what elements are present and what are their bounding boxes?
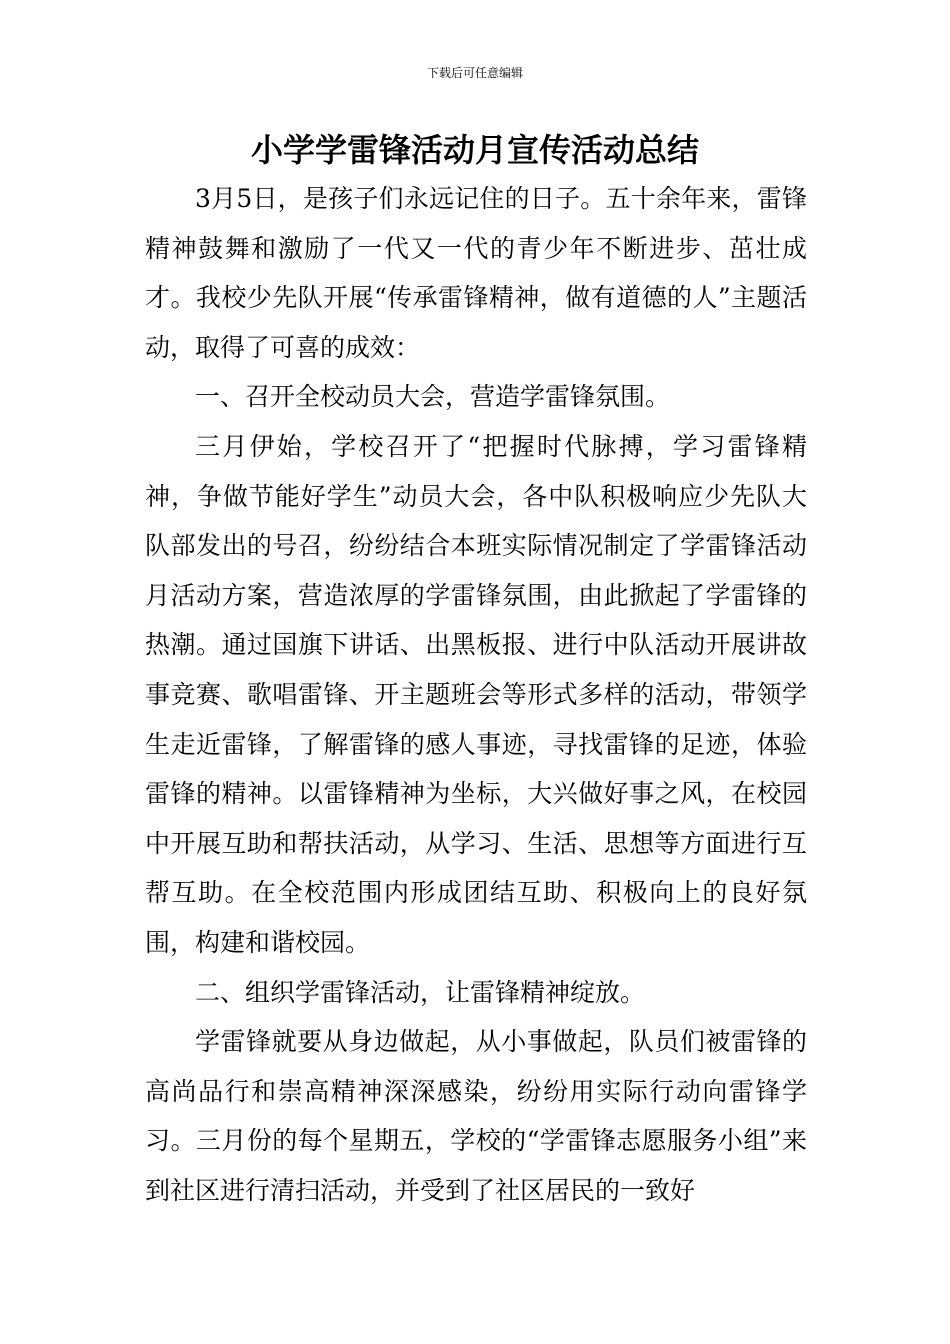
- section-heading-1: 一、召开全校动员大会，营造学雷锋氛围。: [195, 382, 671, 412]
- header-note: 下载后可任意编辑: [426, 66, 523, 80]
- section-heading-2: 二、组织学雷锋活动，让雷锋精神绽放。: [195, 977, 646, 1007]
- document-title: 小学学雷锋活动月宣传活动总结: [250, 131, 699, 169]
- paragraph-intro: 3月5日，是孩子们永远记住的日子。五十余年来，雷锋精神鼓舞和激励了一代又一代的青少年不断进步、茁壮成才。我校少先队开展“传承雷锋精神，做有道德的人”主题活动，取得了可喜的成效：: [145, 184, 807, 362]
- paragraph-section-2: 学雷锋就要从身边做起，从小事做起，队员们被雷锋的高尚品行和崇高精神深深感染，纷纷用实际行动向雷锋学习。三月份的每个星期五，学校的“学雷锋志愿服务小组”来到社区进行清扫活动，并受到了社区居民的一致好: [145, 1027, 807, 1205]
- paragraph-section-1: 三月伊始，学校召开了“把握时代脉搏，学习雷锋精神，争做节能好学生”动员大会，各中队积极响应少先队大队部发出的号召，纷纷结合本班实际情况制定了学雷锋活动月活动方案，营造浓厚的学雷锋氛围，由此掀起了学雷锋的热潮。通过国旗下讲话、出黑板报、进行中队活动开展讲故事竞赛、歌唱雷锋、开主题班会等形式多样的活动，带领学生走近雷锋，了解雷锋的感人事迹，寻找雷锋的足迹，体验雷锋的精神。以雷锋精神为坐标，大兴做好事之风，在校园中开展互助和帮扶活动，从学习、生活、思想等方面进行互帮互助。在全校范围内形成团结互助、积极向上的良好氛围，构建和谐校园。: [145, 431, 807, 957]
- document-body: [145, 174, 807, 1215]
